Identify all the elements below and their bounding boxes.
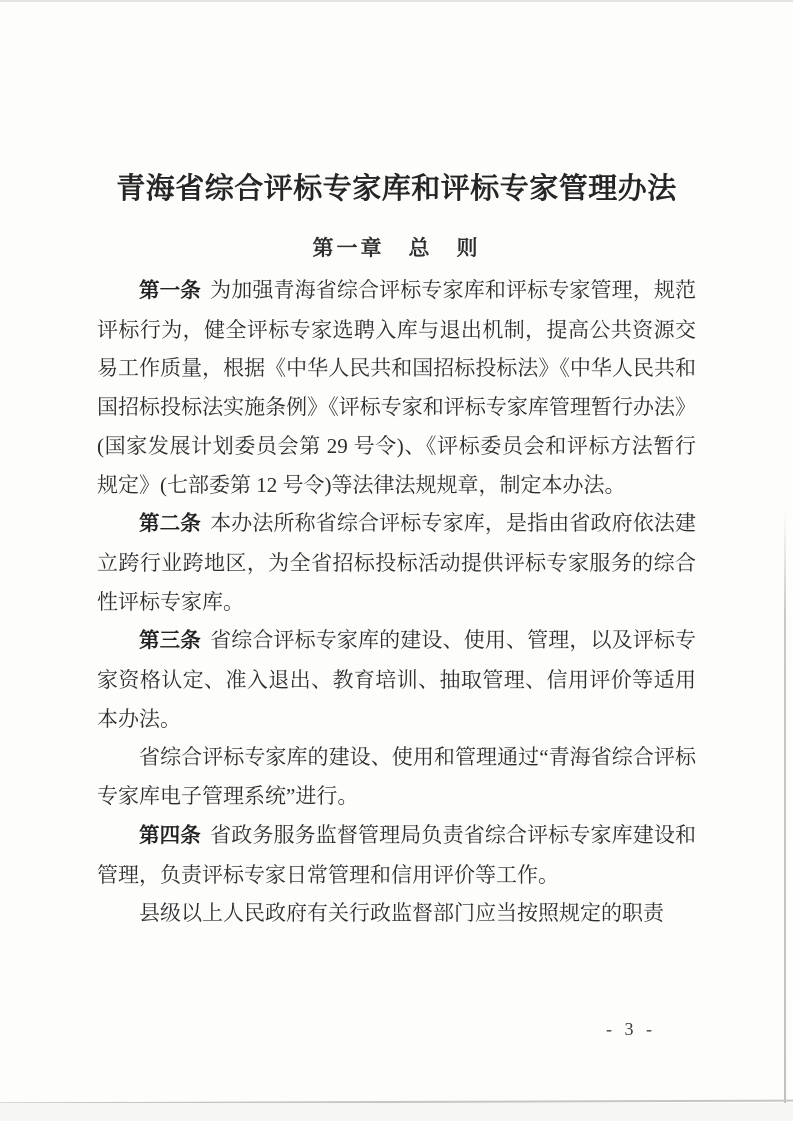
paragraph — [97, 271, 696, 504]
article-number: 第三条 — [139, 629, 201, 653]
article-number: 第一条 — [139, 279, 201, 302]
paragraph — [97, 816, 696, 894]
article-number: 第二条 — [139, 512, 201, 536]
paragraph-text: 省综合评标专家库的建设、使用、管理，以及评标专家资格认定、准入退出、教育培训、抽取管理、信用评价等适用本办法。 — [97, 628, 697, 731]
scan-right-edge-artifact — [784, 510, 786, 1104]
scan-top-edge-artifact — [0, 0, 793, 2]
paragraph-text: 本办法所称省综合评标专家库，是指由省政府依法建立跨行业跨地区，为全省招标投标活动提供评标专家服务的综合性评标专家库。 — [97, 511, 697, 614]
page-number: - 3 - — [606, 1019, 656, 1039]
paragraph-text: 省综合评标专家库的建设、使用和管理通过“青海省综合评标专家库电子管理系统”进行。 — [97, 745, 696, 809]
paragraph — [97, 738, 696, 815]
paragraph-text: 为加强青海省综合评标专家库和评标专家管理，规范评标行为，健全评标专家选聘入库与退出机制，提高公共资源交易工作质量，根据《中华人民共和国招标投标法》《中华人民共和国招标投标法实施条例》《评标专家和评标专家库管理暂行办法》(国家发展计划委员会第 29 号令)、《评标委员会和评标方法暂行规定》(七部委第 12 号令)等法律法规规章，制定本办法。 — [97, 278, 697, 497]
scan-background-strip — [0, 1103, 793, 1121]
document-title: 青海省综合评标专家库和评标专家管理办法 — [116, 173, 677, 205]
paragraph — [97, 894, 696, 933]
paragraph — [97, 621, 696, 738]
paragraph-text: 省政务服务监督管理局负责省综合评标专家库建设和管理，负责评标专家日常管理和信用评价等工作。 — [97, 822, 697, 887]
document-body — [97, 271, 696, 933]
article-number: 第四条 — [139, 823, 201, 847]
paragraph — [97, 504, 696, 621]
chapter-heading: 第一章 总 则 — [312, 237, 481, 260]
paragraph-text: 县级以上人民政府有关行政监督部门应当按照规定的职责 — [139, 901, 664, 926]
